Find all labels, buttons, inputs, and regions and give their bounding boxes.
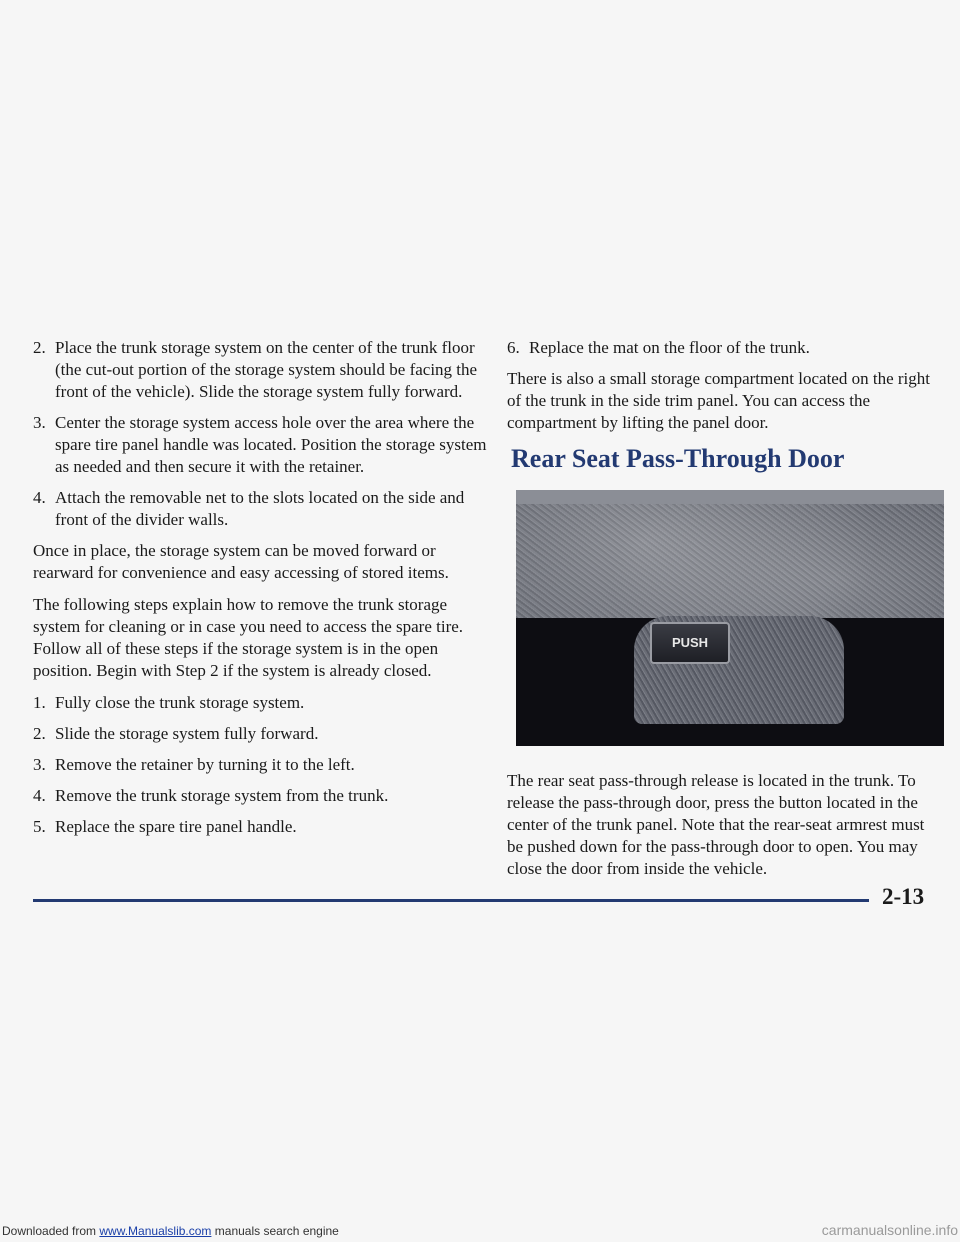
step-text: Slide the storage system fully forward.	[55, 724, 319, 743]
footer-text	[2, 1224, 339, 1238]
push-button-photo: PUSH	[650, 622, 730, 664]
step-item	[33, 723, 493, 745]
trunk-panel-photo	[516, 490, 944, 746]
step-number: 5.	[33, 817, 46, 836]
section-heading: Rear Seat Pass-Through Door	[511, 444, 845, 473]
step-number: 3.	[33, 755, 46, 774]
step-number: 2.	[33, 338, 46, 357]
page-number: 2-13	[882, 884, 925, 909]
step-item	[33, 816, 493, 838]
paragraph-compartment: There is also a small storage compartment located on the right of the trunk in the side trim panel. You can access the compartment by lifting the panel door.	[507, 369, 930, 432]
step-number: 6.	[507, 338, 520, 357]
step-text: Place the trunk storage system on the center of the trunk floor (the cut-out portion of the storage system should be facing the front of the vehicle). Slide the storage system fully forward.	[55, 338, 478, 401]
watermark-text: carmanualsonline.info	[821, 1222, 958, 1238]
step-number: 2.	[33, 724, 46, 743]
left-column	[33, 337, 493, 847]
step-text: Center the storage system access hole over the area where the spare tire panel handle was located. Position the storage system as needed and then secure it with the retainer.	[55, 413, 487, 476]
paragraph-storage-movement: Once in place, the storage system can be moved forward or rearward for convenience and easy accessing of stored items.	[33, 541, 449, 582]
step-item	[33, 692, 493, 714]
step-text: Replace the spare tire panel handle.	[55, 817, 297, 836]
step-text: Fully close the trunk storage system.	[55, 693, 305, 712]
paragraph-removal-intro: The following steps explain how to remove the trunk storage system for cleaning or in case you need to access the spare tire. Follow all of these steps if the storage system is in the open position. Begin with Step 2 if the system is already closed.	[33, 595, 464, 680]
footer-rule	[33, 899, 869, 902]
step-item	[33, 412, 493, 478]
step-text: Remove the trunk storage system from the trunk.	[55, 786, 389, 805]
photo-caption: The rear seat pass-through release is located in the trunk. To release the pass-through door, press the button located in the center of the trunk panel. Note that the rear-seat armrest must be pushed down for the pass-through door to open. You may close the door from inside the vehicle.	[507, 771, 925, 878]
step-number: 3.	[33, 413, 46, 432]
step-text: Attach the removable net to the slots located on the side and front of the divider walls.	[55, 488, 465, 529]
step-item	[33, 487, 493, 531]
step-text: Replace the mat on the floor of the trunk.	[529, 338, 810, 357]
photo-top-band	[516, 490, 944, 504]
step-number: 1.	[33, 693, 46, 712]
footer-suffix: manuals search engine	[211, 1224, 339, 1238]
step-item	[33, 785, 493, 807]
step-item	[33, 754, 493, 776]
step-number: 4.	[33, 488, 46, 507]
step-number: 4.	[33, 786, 46, 805]
footer-prefix: Downloaded from	[2, 1224, 100, 1238]
right-column	[507, 337, 937, 890]
step-item	[33, 337, 493, 403]
step-item	[507, 337, 937, 359]
step-text: Remove the retainer by turning it to the left.	[55, 755, 355, 774]
footer-link[interactable]: www.Manualslib.com	[99, 1224, 212, 1238]
